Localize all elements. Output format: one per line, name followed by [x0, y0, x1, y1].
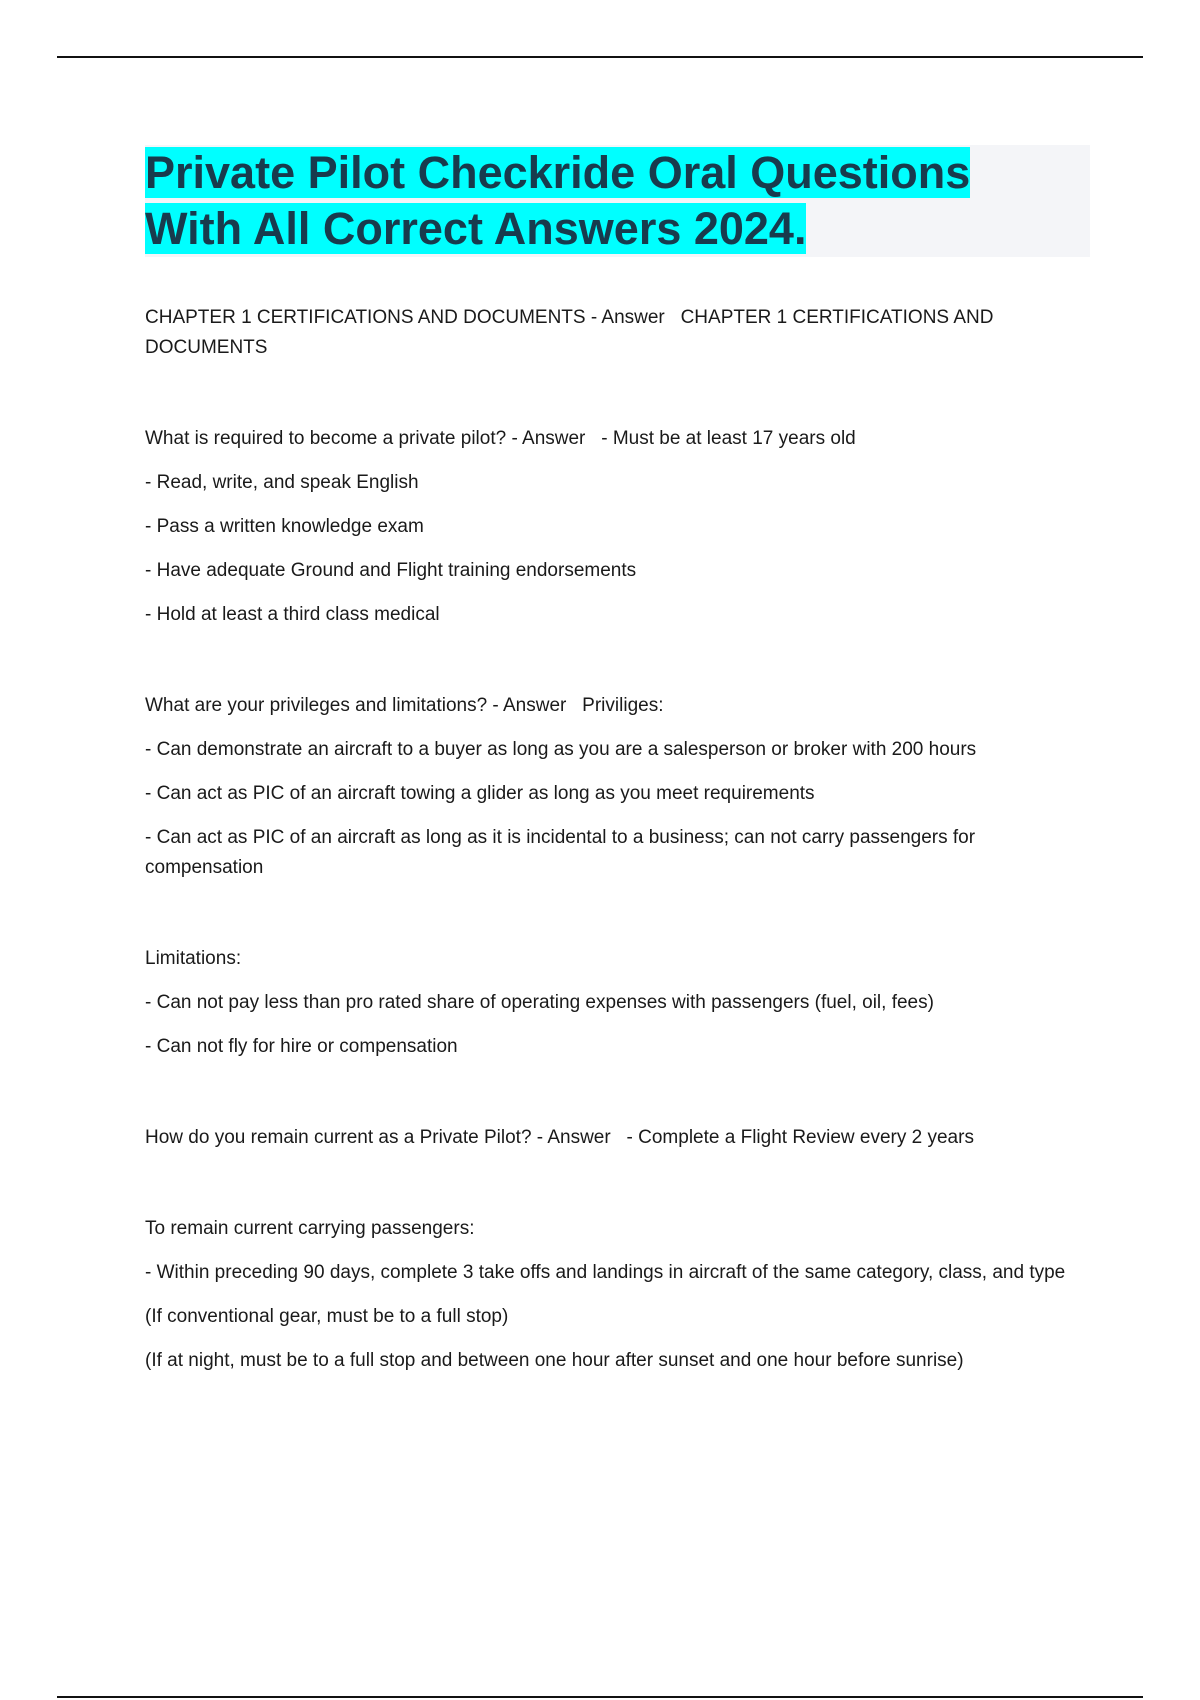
answer-line: - Hold at least a third class medical: [145, 604, 440, 625]
question-1: What is required to become a private pilot? - Answer - Must be at least 17 years old: [145, 428, 856, 449]
title-block: [145, 145, 1090, 257]
question-3: How do you remain current as a Private Pilot? - Answer - Complete a Flight Review every 2 years: [145, 1127, 974, 1148]
question-2: What are your privileges and limitations? - Answer Priviliges:: [145, 695, 664, 716]
title-line-1: Private Pilot Checkride Oral Questions: [145, 147, 971, 198]
answer-line: (If conventional gear, must be to a full stop): [145, 1306, 509, 1327]
limitations-heading: Limitations:: [145, 948, 242, 969]
answer-line: - Within preceding 90 days, complete 3 take offs and landings in aircraft of the same category, class, and type: [145, 1262, 1066, 1283]
answer-line: - Can demonstrate an aircraft to a buyer as long as you are a salesperson or broker with 200 hours: [145, 739, 977, 760]
answer-line: - Can not fly for hire or compensation: [145, 1036, 458, 1057]
passengers-heading: To remain current carrying passengers:: [145, 1218, 475, 1239]
answer-line: - Read, write, and speak English: [145, 472, 419, 493]
answer-line: - Pass a written knowledge exam: [145, 516, 424, 537]
document-body: [145, 145, 1090, 1376]
title-line-2: With All Correct Answers 2024.: [145, 203, 807, 254]
answer-line: - Can not pay less than pro rated share of operating expenses with passengers (fuel, oil, fees): [145, 992, 934, 1013]
answer-line: - Can act as PIC of an aircraft as long as it is incidental to a business; can not carry passengers for compensation: [145, 827, 981, 878]
bottom-rule: [57, 1696, 1143, 1698]
answer-line: - Can act as PIC of an aircraft towing a glider as long as you meet requirements: [145, 783, 815, 804]
answer-line: - Have adequate Ground and Flight training endorsements: [145, 560, 637, 581]
chapter-heading: CHAPTER 1 CERTIFICATIONS AND DOCUMENTS - Answer CHAPTER 1 CERTIFICATIONS AND DOCUMENTS: [145, 307, 999, 358]
answer-line: (If at night, must be to a full stop and between one hour after sunset and one hour before sunrise): [145, 1350, 964, 1371]
page-title: [145, 145, 1090, 257]
top-rule: [57, 56, 1143, 58]
